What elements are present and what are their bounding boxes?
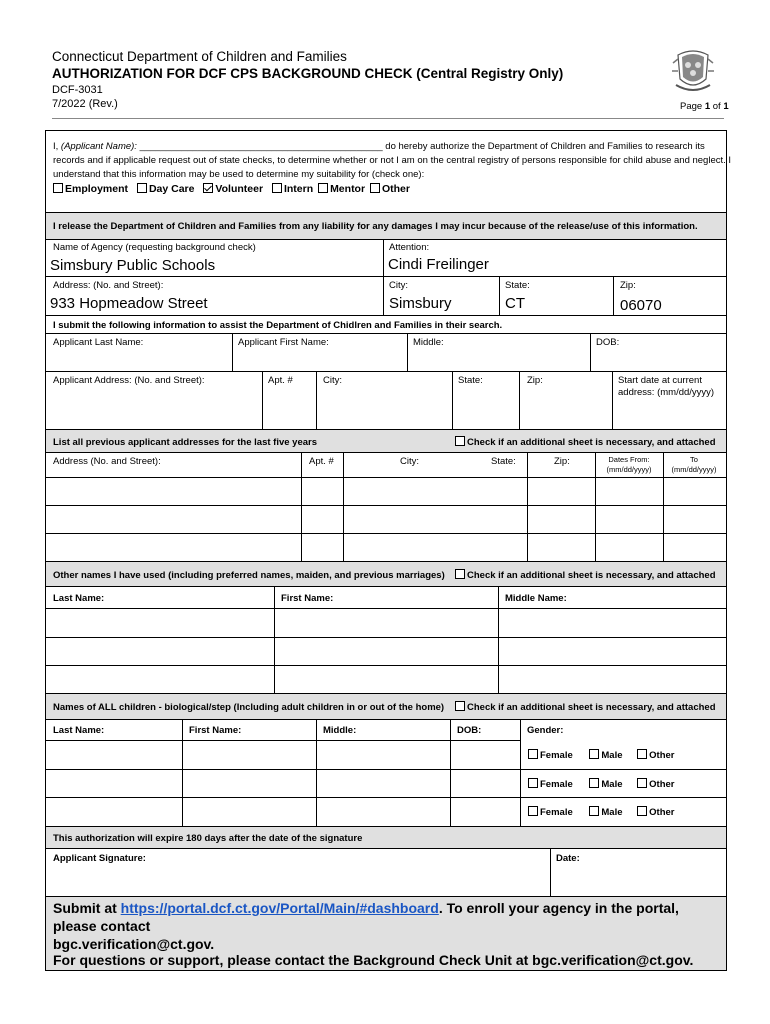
child-3-gender [528,806,675,818]
child-1-gender [528,749,675,761]
applicant-zip-label: Zip: [527,375,543,386]
state-label: State: [505,280,530,291]
signature-field[interactable] [46,849,549,895]
child-1-male-checkbox[interactable] [589,749,599,759]
applicant-start-date-label: Start date at current address: (mm/dd/yyyy) [618,375,715,398]
attention-value[interactable]: Cindi Freilinger [388,256,489,273]
release-statement: I release the Department of Children and Families from any liability for any damages I may incur because of the release/use of this information. [53,221,698,232]
prev-addresses-checkbox[interactable] [455,436,465,446]
child-gender-col: Gender: [527,725,564,736]
other-names-heading: Other names I have used (including preferred names, maiden, and previous marriages) [53,570,445,581]
child-1-other-checkbox[interactable] [637,749,647,759]
child-1-female[interactable]: Female [528,750,573,761]
child-middle-col: Middle: [323,725,357,736]
other-middle-name-col: Middle Name: [505,593,567,604]
employment-checkbox[interactable] [53,183,63,193]
applicant-heading: I submit the following information to assist the Department of Chidlren and Families in their search. [53,320,503,331]
applicant-last-name-label: Applicant Last Name: [53,337,144,348]
applicant-middle-label: Middle: [413,337,444,348]
page-number: Page 1 of 1 [680,101,729,112]
prev-to-col-label: To (mm/dd/yyyy) [671,455,717,474]
support-contact: For questions or support, please contact the Background Check Unit at bgc.verification@ct.gov. [53,952,694,968]
state-value[interactable]: CT [505,295,525,312]
child-3-other-checkbox[interactable] [637,806,647,816]
child-last-name-col: Last Name: [53,725,105,736]
child-1-female-checkbox[interactable] [528,749,538,759]
option-mentor[interactable]: Mentor [318,183,365,195]
expiration-notice: This authorization will expire 180 days after the date of the signature [53,833,363,844]
form-revision: 7/2022 (Rev.) [52,98,118,110]
prev-addresses-check[interactable]: Check if an additional sheet is necessary, and attached [455,436,716,448]
other-checkbox[interactable] [370,183,380,193]
volunteer-checkbox[interactable] [203,183,213,193]
child-1-male[interactable]: Male [589,750,622,761]
children-heading: Names of ALL children - biological/step (Including adult children in or out of the home) [53,702,445,713]
portal-link[interactable]: https://portal.dcf.ct.gov/Portal/Main/#dashboard [120,900,439,916]
child-2-gender [528,778,675,790]
signature-label: Applicant Signature: [53,853,146,864]
authorization-line-1: I, (Applicant Name): ______________________________________________ do hereby authorize the Department of Children and Families to research its [53,141,705,152]
child-1-other[interactable]: Other [637,750,674,761]
date-field[interactable] [551,849,725,895]
applicant-address-label: Applicant Address: (No. and Street): [53,375,205,386]
child-2-male-checkbox[interactable] [589,778,599,788]
prev-apt-col-label: Apt. # [309,456,334,467]
applicant-state-label: State: [458,375,483,386]
child-2-other-checkbox[interactable] [637,778,647,788]
applicant-first-name-label: Applicant First Name: [238,337,329,348]
other-last-name-col: Last Name: [53,593,105,604]
option-volunteer[interactable]: Volunteer [203,183,263,195]
date-label: Date: [556,853,580,864]
agency-label: Name of Agency (requesting background check) [53,242,256,253]
form-title: AUTHORIZATION FOR DCF CPS BACKGROUND CHECK (Central Registry Only) [52,66,564,81]
child-dob-col: DOB: [457,725,482,736]
prev-address-col-label: Address (No. and Street): [53,456,161,467]
child-2-female[interactable]: Female [528,779,573,790]
applicant-dob-label: DOB: [596,337,620,348]
authorization-line-3: understand that this information may be used to determine my suitability for (check one): [53,169,425,180]
submit-instructions: Submit at https://portal.dcf.ct.gov/Portal/Main/#dashboard. To enroll your agency in the portal, please contact bgc.verification@ct.gov. [53,900,679,952]
other-names-check[interactable]: Check if an additional sheet is necessary, and attached [455,569,716,581]
purpose-options [53,183,410,195]
attention-label: Attention: [389,242,430,253]
city-label: City: [389,280,408,291]
intern-checkbox[interactable] [272,183,282,193]
zip-value[interactable]: 06070 [620,297,662,314]
zip-label: Zip: [620,280,636,291]
child-2-female-checkbox[interactable] [528,778,538,788]
option-employment[interactable]: Employment [53,183,128,195]
prev-state-col-label: State: [491,456,516,467]
applicant-city-label: City: [323,375,342,386]
prev-city-col-label: City: [400,456,419,467]
day-care-checkbox[interactable] [137,183,147,193]
option-other[interactable]: Other [370,183,410,195]
authorization-line-2: records and if applicable request out of state checks, to determine whether or not I am on the central registry of persons responsible for child abuse and neglect. I [53,155,732,166]
address-label: Address: (No. and Street): [53,280,164,291]
applicant-apt-label: Apt. # [268,375,293,386]
agency-name: Connecticut Department of Children and Families [52,49,347,64]
child-3-female-checkbox[interactable] [528,806,538,816]
option-day-care[interactable]: Day Care [137,183,195,195]
prev-from-col-label: Dates From: (mm/dd/yyyy) [606,455,652,474]
children-checkbox[interactable] [455,701,465,711]
mentor-checkbox[interactable] [318,183,328,193]
child-first-name-col: First Name: [189,725,242,736]
option-intern[interactable]: Intern [272,183,313,195]
other-first-name-col: First Name: [281,593,334,604]
prev-addresses-heading: List all previous applicant addresses for the last five years [53,437,317,448]
children-check[interactable]: Check if an additional sheet is necessary, and attached [455,701,716,713]
agency-value[interactable]: Simsbury Public Schools [50,257,216,274]
form-number: DCF-3031 [52,84,103,96]
city-value[interactable]: Simsbury [389,295,452,312]
other-names-checkbox[interactable] [455,569,465,579]
child-3-other[interactable]: Other [637,807,674,818]
child-3-female[interactable]: Female [528,807,573,818]
address-value[interactable]: 933 Hopmeadow Street [50,295,208,312]
state-seal-icon [670,45,716,95]
child-3-male-checkbox[interactable] [589,806,599,816]
child-3-male[interactable]: Male [589,807,622,818]
child-2-male[interactable]: Male [589,779,622,790]
child-2-other[interactable]: Other [637,779,674,790]
prev-zip-col-label: Zip: [554,456,570,467]
